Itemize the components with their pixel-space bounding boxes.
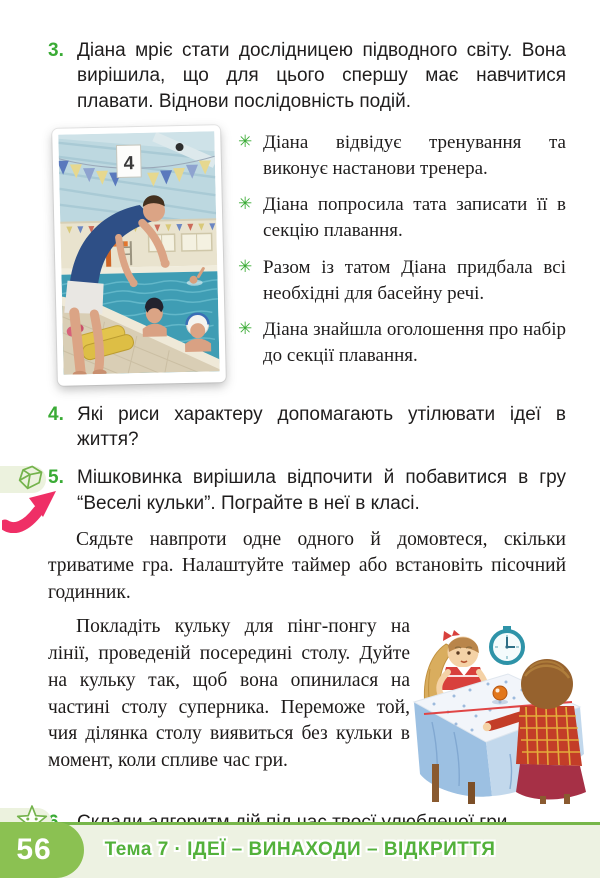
asterisk-icon: ✳ xyxy=(238,319,253,340)
game-description-row xyxy=(0,614,600,804)
task-3 xyxy=(0,0,600,114)
pink-arrow-icon xyxy=(2,489,58,533)
wall-clock-icon xyxy=(491,626,523,663)
task-text: Які риси характеру допомагають утілювати ідеї в життя? xyxy=(77,403,566,451)
sequence-item-text: Діана знайшла оголошення про набір до секції плавання. xyxy=(263,319,566,367)
task-number: 4. xyxy=(48,403,64,425)
asterisk-icon: ✳ xyxy=(238,194,253,215)
asterisk-icon: ✳ xyxy=(238,256,253,277)
sequence-item xyxy=(238,317,566,369)
sequence-item-text: Діана попросила тата записати її в секцію плавання. xyxy=(263,194,566,242)
task-4 xyxy=(0,402,600,453)
sequence-item-text: Разом із татом Діана придбала всі необхідні для басейну речі. xyxy=(263,256,566,304)
game-rules-paragraph: Сядьте навпроти одне одного й домовтеся, скільки триватиме гра. Налаштуйте таймер або встановіть пісочний годинник. xyxy=(48,528,566,603)
sequence-item xyxy=(238,130,566,182)
pool-photo xyxy=(52,125,226,386)
task-5 xyxy=(0,465,600,516)
page-number: 56 xyxy=(16,833,52,866)
sequence-list xyxy=(238,127,566,380)
pool-photo-illustration xyxy=(58,131,219,374)
task-number: 3. xyxy=(48,40,64,61)
game-illustration xyxy=(410,614,595,804)
page-footer xyxy=(0,820,600,878)
children-playing-illustration xyxy=(410,614,595,804)
photo-and-sequence-row xyxy=(0,127,600,384)
sequence-item xyxy=(238,255,566,307)
sequence-item xyxy=(238,192,566,244)
sequence-item-text: Діана відвідує тренування та виконує настанови тренера. xyxy=(263,131,566,180)
sign-number: 4 xyxy=(123,152,135,175)
task-text: Діана мріє стати дослідницею підводного світу. Вона вирішила, що для цього спершу має навчитися плавати. Віднови послідовність подій. xyxy=(77,40,566,112)
lane-sign xyxy=(116,145,141,178)
task-number: 5. xyxy=(48,467,64,489)
ping-pong-ball xyxy=(493,686,507,700)
asterisk-icon: ✳ xyxy=(238,131,253,152)
task-text: Мішковинка вирішила відпочити й побавитися в гру “Веселі кульки”. Пограйте в неї в класі. xyxy=(77,467,566,514)
game-rules-paragraph: Покладіть кульку для пінг-понгу на лінії, проведеній посередині столу. Дуйте на кульку так, щоб вона опинилася на частині столу суперника. Переможе той, чия ділянка столу виявиться без кульки в момент, коли спливе час гри. xyxy=(48,616,410,771)
theme-title: Тема 7 · ІДЕЇ – ВИНАХОДИ – ВІДКРИТТЯ xyxy=(104,839,496,860)
